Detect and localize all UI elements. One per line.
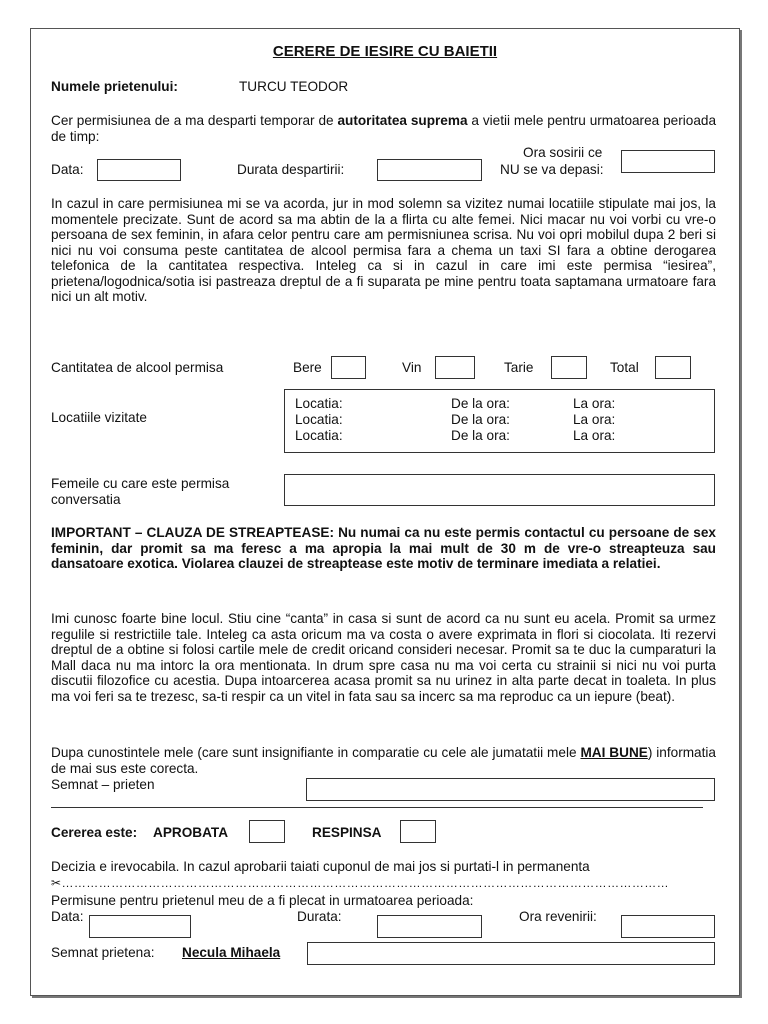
location-1-from: De la ora: <box>451 396 510 411</box>
vin-label: Vin <box>402 360 422 375</box>
durata-label: Durata despartirii: <box>237 162 345 177</box>
coupon-durata-label: Durata: <box>297 909 342 924</box>
alcohol-label: Cantitatea de alcool permisa <box>51 360 224 375</box>
ora-label-line1: Ora sosirii ce <box>523 145 603 160</box>
location-3-from: De la ora: <box>451 428 510 443</box>
coupon-durata-input[interactable] <box>377 915 482 938</box>
locations-label: Locatiile vizitate <box>51 410 147 425</box>
approved-label: APROBATA <box>153 825 229 840</box>
friend-signature-input[interactable] <box>306 778 715 801</box>
friend-name-label: Numele prietenului: <box>51 79 178 94</box>
coupon-data-input[interactable] <box>89 915 191 938</box>
form-title: CERERE DE IESIRE CU BAIETII <box>272 43 498 60</box>
coupon-ora-label: Ora revenirii: <box>519 909 597 924</box>
rejected-checkbox[interactable] <box>400 820 436 843</box>
striptease-clause: IMPORTANT – CLAUZA DE STREAPTEASE: Nu numai ca nu este permis contactul cu persoane de sex feminin, dar promit sa ma feresc a ma apropia la mai mult de 30 m de vre-o streapteuza sau dansatoare exotica. Violarea clauzei de streaptease este motiv de terminare imediata a relatiei. <box>51 525 716 571</box>
location-2-label: Locatia: <box>295 412 343 427</box>
tarie-label: Tarie <box>504 360 534 375</box>
oath-paragraph: In cazul in care permisiunea mi se va acorda, jur in mod solemn sa vizitez numai locatiile stipulate mai jos, la momentele precizate. Sunt de acord sa ma abtin de la a flirta cu alte femei. Nici macar nu voi vorbi cu vre-o persoana de sex feminin, in afara celor pentru care am permisniunea scrisa. Nu voi opri mobilul dupa 2 beri si nici nu voi consuma peste cantitatea de alcool permisa fara a chema un taxi SI fara a obtine derogarea telefonica de la cantitatea respectiva. Inteleg ca si in cazul in care imi este permisa “iesirea”, prietena/logodnica/sotia isi pastreaza dreptul de a fi suparata pe mine pentru toata saptamana urmatoare fara nici un alt motiv. <box>51 196 716 304</box>
girlfriend-signature-input[interactable] <box>307 942 715 965</box>
durata-input[interactable] <box>377 159 482 181</box>
data-input[interactable] <box>97 159 181 181</box>
cut-line: ✂………………………………………………………………………………………………………………………………… <box>51 876 670 890</box>
signed-friend-label: Semnat – prieten <box>51 777 155 792</box>
ora-label-line2: NU se va depasi: <box>500 162 604 177</box>
friend-name-value: TURCU TEODOR <box>239 79 349 94</box>
correctness-statement: Dupa cunostintele mele (care sunt insignifiante in comparatie cu cele ale jumatatii mele MAI BUNE) informatia de mai sus este corecta. <box>51 745 716 776</box>
request-label: Cererea este: <box>51 825 138 840</box>
signed-girlfriend-label: Semnat prietena: <box>51 945 155 960</box>
coupon-data-label: Data: <box>51 909 84 924</box>
location-1-to: La ora: <box>573 396 616 411</box>
rejected-label: RESPINSA <box>312 825 382 840</box>
location-2-to: La ora: <box>573 412 616 427</box>
promises-paragraph: Imi cunosc foarte bine locul. Stiu cine “canta” in casa si sunt de acord ca nu sunt eu acela. Promit sa urmez regulile si restrictiile tale. Inteleg ca asta oricum ma va costa o avere exprimata in flori si ciocolata. Iti rezervi dreptul de a obtine si folosi cartile mele de credit oricand consideri necesar. Promit sa te duc la cumparaturi la Mall daca nu ma intorc la ora mentionata. In drum spre casa nu ma voi certa cu strainii si nici nu voi purta discutii filozofice cu acestia. Dupa intoarcerea acasa promit sa nu urinez in alta parte decat in toaleta. In plus ma voi feri sa te trezesc, sa-ti respir ca un vitel in fata sau sa incerc sa ma reproduc ca un iepure (beat). <box>51 611 716 704</box>
intro-paragraph: Cer permisiunea de a ma desparti temporar de autoritatea suprema a vietii mele pentru urmatoarea perioada de timp: <box>51 113 717 144</box>
vin-input[interactable] <box>435 356 475 379</box>
girlfriend-signature-name: Necula Mihaela <box>182 945 281 960</box>
locations-box[interactable] <box>284 389 715 453</box>
decision-text: Decizia e irevocabila. In cazul aprobarii taiati cuponul de mai jos si purtati-l in permanenta <box>51 859 590 874</box>
form-page <box>30 28 740 996</box>
approved-checkbox[interactable] <box>249 820 285 843</box>
divider <box>51 807 703 808</box>
location-2-from: De la ora: <box>451 412 510 427</box>
bere-input[interactable] <box>331 356 366 379</box>
women-input[interactable] <box>284 474 715 506</box>
total-input[interactable] <box>655 356 691 379</box>
data-label: Data: <box>51 162 84 177</box>
scissors-icon: ✂ <box>51 876 62 890</box>
ora-sosirii-input[interactable] <box>621 150 715 173</box>
location-1-label: Locatia: <box>295 396 343 411</box>
tarie-input[interactable] <box>551 356 587 379</box>
coupon-title: Permisune pentru prietenul meu de a fi plecat in urmatoarea perioada: <box>51 893 474 908</box>
location-3-label: Locatia: <box>295 428 343 443</box>
coupon-ora-input[interactable] <box>621 915 715 938</box>
women-label-line2: conversatia <box>51 492 121 507</box>
women-label-line1: Femeile cu care este permisa <box>51 476 230 491</box>
bere-label: Bere <box>293 360 322 375</box>
location-3-to: La ora: <box>573 428 616 443</box>
total-label: Total <box>610 360 639 375</box>
